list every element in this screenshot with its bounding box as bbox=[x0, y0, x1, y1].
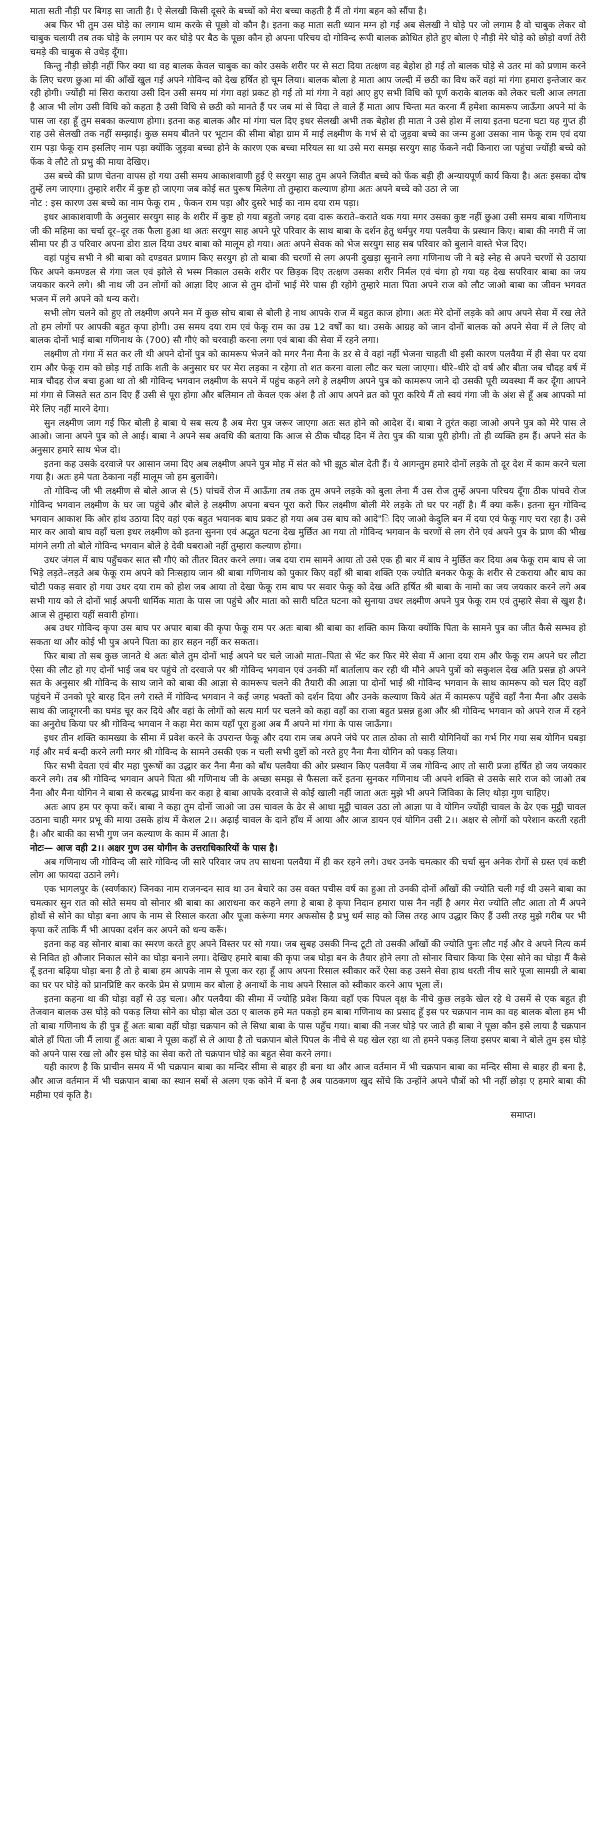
paragraph: इतना कहना था की घोड़ा वहाँ से उड़ चला। और पलवैया की सीमा में ज्योहि प्रवेश किया वहाँ एक पिपल वृक्ष के नीचे कुछ लड़के खेल रहे थे उसमें से एक बहुत ही तेजवान बालक उस घोड़े को पकड़ लिया सोने का घोड़ा बोल उठा ए बालक हमे मत पकड़ो हम बाबा गणिनाथ का प्रसाद हूँ इस पर चक्रपान नाम का वह बालक बोला हम भी तो बाबा गणिनाथ के ही पुत्र हूँ अतः बाबा वहीं घोड़ा चक्रपान को ले सिधा बाबा के पास पहुँच गया। बाबा की नजर घोड़े पर जाते ही बाबा ने पूछा कौन इसे लाया है चक्रपान बोले हाँ पिता जी मैं लाया हूँ अतः बाबा ने पूछा कहाँ से ले आया है तो चक्रपान बोले पिपल के नीचे से यह खेल रहा था तो हमने पकड़ लिया इसपर बाबा ने बोले तुम इस घोड़े को अपने पास रख लो और इस घोड़े का सेवा करो तो चक्रपान घोड़े का बहुत सेवा करने लगा। bbox=[30, 994, 586, 1060]
paragraph: वहां पहुंच सभी ने श्री बाबा को दण्डवत प्रणाम किए सरयुग हो तो बाबा की चरणों से लग अपनी दुखड़ा सुनाने लगा गणिनाथ जी ने बड़े स्नेह से अपने चरणों से उठाया फिर अपने कमण्डल से गंगा जल एवं झोले से भस्म निकाल उसके शरीर पर छिड़क दिए तत्क्षण उसका शरीर निर्मल एवं चंगा हो गया यह देख सपरिवार बाबा का जय जयकार करने लगे। श्री नाथ जी उन लोगों को आज्ञा दिए आज से तुम दोनों भाई मेरे पास ही रहोगे तुम्हारे माता पिता अपने राज को लौट जाओ बाबा का जीवन भगवत भजन में लगे अपने को धन्य करो। bbox=[30, 253, 586, 306]
paragraph: अब फिर भी तुम उस घोड़े का लगाम थाम करके से पूछो वो कौन है। इतना कह माता सती ध्यान मग्न हो गई अब सेलखी ने घोड़े पर जो लगाम है वो चाबुक लेकर वो चाबुक चलायी तब तक घोड़े के लगाम पर कर घोड़े पर बैठ के पूछा कौन हो अपना परिचय दो गोविन्द रूपी बालक क्रोधित होते हुए बोला ऐ नौड़ी मेरे घोड़े को छोड़ो वर्णा तेरी चमड़े की चाबुक से उधेड़ दूँगा। bbox=[30, 20, 586, 59]
paragraph: सभी लोग चलने को हुए तो लक्ष्मीण अपने मन में कुछ सोच बाबा से बोली हे नाथ आपके राज में बहुत काज होगा। अतः मेरे दोनों लड़के को आप अपने सेवा में रख लेते तो हम लोगों पर आपकी बहुत कृपा होगी। उस समय दया राम एवं फेकू राम का उम्र 12 वर्षों का था। उसके आग्रह को जान दोनों बालक को अपने सेवा में ले लिए वो बालक दोनों भाई बाबा गणिनाथ के (700) सौ गौएं को चरवाही करना लगा एवं बाबा की सेवा में रहने लगा। bbox=[30, 308, 586, 347]
paragraph: अब गणिनाथ जी गोविन्द जी सारे गोविन्द जी सारे परिवार जप तप साधना पलवैया में ही कर रहने लगे। उधर उनके चमत्कार की चर्चा सुन अनेक रोगों से ग्रस्त एवं कष्टी लोग आ फायदा उठाने लगे। bbox=[30, 857, 586, 882]
closing-text: समाप्त। bbox=[510, 1110, 536, 1121]
paragraph: फिर बाबा तो सब कुछ जानते थे अतः बोले तुम दोनों भाई अपने घर चले जाओ माता–पिता से भेंट कर फिर मेरे सेवा में आना दया राम और फेकू राम अपने घर लौटा ऐसा की लौट हो गए दोनों भाई जब घर पहुंचे तो दरवाजे पर श्री गोविन्द भगवान एवं उनकी माँ बार्तालाप कर रही थी मौने अपने पुत्रों को सकुशल देख अति प्रसन्न हो अपने सत के अनुसार श्री गोविन्द के साथ जाने को बाबा की आज्ञा से कामरूप चलने की तैयारी की आज्ञा पा दोनों भाई श्री गोविन्द भगवान के साथ कामरूप को चल दिए वहाँ पहुंचने में उनको पूरे बारह दिन लगे रास्ते में गोविन्द भगवान ने कई जगह भक्तों को दर्शन दिया और उनके कल्याण किये अंत में कामरूप पहुँचे वहाँ नैना मैना और उसके साथ की जादूगरनी का घमंड चूर कर दिये और वहां के लोगों को सत्य मार्ग पर चलने को कहा वहाँ का राजा बहुत प्रसन्न हुआ और श्री गोविन्द भगवान को अपने राज में रहने का अनुरोध किया पर श्री गोविन्द भगवान ने कहा मेरा काम यहाँ पूरा हुआ अब मैं अपने मां गंगा के पास जाऊँगा। bbox=[30, 651, 586, 731]
paragraph: उधर जंगल में बाघ पहुँचकर सात सौ गौएं को तीतर वितर करने लगा। जब दया राम सामने आया तो उसे एक ही बार में बाघ ने मुर्छित कर दिया अब फेकू राम बाघ से जा भिड़े लड़ते–लड़ते अब फेकू राम अपने को निःसहाय जान श्री बाबा गणिनाथ को पुकार किए वहाँ श्री बाबा शक्ति एक ज्योति बनकर फेकू के शरीर से टकराया और बाघ का चोटी पकड़ सवार हो गया उधर दया राम को होश जब आया तो देखा फेकू राम बाघ पर सवार फेकू को देख अति हर्षित श्री बाबा के नामो का जय जयकार करने लगे अब सभी गाय को ले दोनों भाई अपनी धार्मिक माता के पास जा पहुंचे और माता को सारी घटित घटना को सुनाया उधर लक्ष्मीण अपने पुत्र फेकू राम एवं तुम्हारे सेवा से खुश है। आज से तुम्हारा यहीं सवारी होगा। bbox=[30, 555, 586, 621]
paragraph: इधर आकाशवाणी के अनुसार सरयुग साह के शरीर में कुष्ट हो गया बहुतो जगह दवा दारू कराते–कराते थक गया मगर उसका कुष्ट नहीं छुआ उसी समय बाबा गणिनाथ जी की महिमा का चर्चा दूर–दूर तक फैला हुआ था अतः सरयुग साह अपने पूरे परिवार के साथ बाबा के दर्शन हेतु धर्मपुर गया पलवैया के प्रस्थान किए। बाबा की नगरी में जा सीमा पर ही उ परिवार अपना डोरा डाल दिया उधर बाबा को मालूम हो गया। अतः अपने सेवक को भेज सरयुग साह सब परिवार को बुलाने वास्ते भेज दिए। bbox=[30, 212, 586, 251]
paragraph: उस बच्चे की प्राण चेतना वापस हो गया उसी समय आकाशवाणी हुई ऐ सरयुग साह तुम अपने जिवीत बच्चे को फेंक बड़ी ही अन्यायपूर्ण कार्य किया है। अतः इसका दोष तुम्हें लग जाएगा। तुम्हारे शरीर में कुष्ट हो जाएगा जब कोई सत पुरूष मिलेगा तो तुम्हारा कल्याण होगा अतः अपने बच्चे को उठा ले जा bbox=[30, 171, 586, 196]
paragraph: अब उधर गोविन्द कृपा उस बाघ पर अपार बाबा की कृपा फेकू राम पर अतः बाबा श्री बाबा का शक्ति काम किया क्योंकि पिता के सामने पुत्र का जीत कैसे सम्भव हो सकता था और कोई भी पुत्र अपने पिता का हार सहन नहीं कर सकता। bbox=[30, 624, 586, 649]
paragraph: माता सती नौड़ी पर बिगड़ सा जाती है। ऐ सेलखी किसी दूसरे के बच्चों को मेरा बच्चा कहती है मैं तो गंगा बहन को सौंपा है। bbox=[30, 7, 427, 17]
paragraph: इतना कह वह सोनार बाबा का स्मरण करते हुए अपने विस्तर पर सो गया। जब सुबह उसकी निन्द टूटी तो उसकी आँखों की ज्योति पुनः लौट गई और वे अपने नित्य कर्म से निवित हो औजार निकाल सोने का घोड़ा बनाने लगा। देखिए हमारे बाबा की कृपा जब घोड़ा बन के तैयार होने लगा तो सोनार विचार किया कि ऐसा सोने का घोड़ा मैं कैसे दूँ इतना बढ़िया घोड़ा बना है तो हे बाबा हम आपके नाम से पूजा कर रहा हूँ आप अपना रिसाल स्वीकार करें ऐसा कह उसने सेवा हाथ धरती नीच सारे पूजा सामग्री ले बाबा का घर पर घोड़े को प्रानप्रिष्टि कर करके प्रेम से प्रणाम कर बोला हे अनाथों के नाथ अपने रिसाल को स्वीकार करने आप भूला लें। bbox=[30, 939, 586, 992]
paragraph: सुन लक्ष्मीण जाग गई फिर बोली हे बाबा ये सब सत्य है अब मेरा पुत्र जरूर जाएगा अतः सत होने को आदेश दें। बाबा ने तुरंत कहा जाओ अपने पुत्र को मेरे पास ले आओ। जाना अपने पुत्र को ले आई। बाबा ने अपने सब अवधि की बताया कि आज से ठीक चौदह दिन में तेरा पुत्र की यात्रा पूरी होगी। तो ही व्यक्ति हम हैं। अपने संत के अनुसार हमारे साथ भेज दो। bbox=[30, 418, 586, 456]
document-body bbox=[30, 6, 586, 1123]
paragraph: इतना कह उसके दरवाजे पर आसान जमा दिए अब लक्ष्मीण अपने पुत्र मोह में संत को भी झूठ बोल देती हैं। ये आगन्तुम हमारे दोनों लड़के तो दूर देश में काम करने चला गया है। अतः हमे पता ठेकाना नहीं मालूम जो हम बुलावेंगे। bbox=[30, 459, 586, 484]
paragraph: इधर तीन शक्ति कामख्या के सीमा में प्रवेश करने के उपरान्त फेकू और दया राम जब अपने जंघे पर ताल ठोका तो सारी योगिनियों का गर्भ गिर गया सब योगिन घबड़ा गई और मर्च बन्दी करने लगी मगर श्री गोविन्द के सामने उसकी एक न चली सभी दुष्टों को नरते हुए नैना मैना योगिन को पकड़ लिया। bbox=[30, 734, 586, 758]
paragraph: एक भागलपुर के (स्वर्णकार) जिनका नाम राजनन्दन साव था उन बेचारे का उस वक्त पचीस वर्ष का हुआ तो उनकी दोनों आँखों की ज्योति चली गई थी उसने बाबा का चमत्कार सुन रात को सोते समय वो सोनार श्री बाबा का आराधना कर कहने लगा हे बाबा हे कृपा निदान हमारा पास नैन नहीं है अगर मेरा ज्योति लौट आता तो मैं अपने होथों से सोने का घोड़ा बना आप के नाम से रिसाल करता और पूजा करूंगा मगर अफसोस है प्रभु धर्म साह को जिस तरह आप उद्धार किए हैं उसी तरह मुझे गरीब पर भी कृपा करें ताकि मैं भी आपका दर्शन कर अपने को धन्य करूँ। bbox=[30, 885, 586, 937]
paragraph: लक्ष्मीण तो गंगा में सत कर ली थी अपने दोनों पुत्र को कामरूप भेजने को मगर नैना मैना के डर से वे वहां नहीं भेजना चाहती थी इसी कारण पलवैया में ही सेवा पर दया राम और फेकू राम को छोड़ गई ताकि शती के अनुसार घर पर मेरा लड़का न रहेगा तो शत करना वाला लौट कर चला जाएगा। धीरे–धीरे दो वर्ष और बीता जब चौदह वर्ष में मात्र चौदह रोज बचा हुआ था तो श्री गोविन्द भगवान लक्ष्मीण के सपने में पहुंच कहने लगे हे लक्ष्मीण अपने पुत्र को कामरूप जाने दो उसकी पूरी व्यवस्था मैं कर दूँगा आपने मां गंगा से जिसते सत ठान दिए हैं उसी से पूरा होगा और बलिमान तो केवल एक अंश है तो आप अपने व्रत को पूरा करिये मैं तो स्वयं गंगा जी के अंश से हूँ अब आपको मां मेरे लिए नहीं मारने देगा। bbox=[30, 349, 586, 415]
paragraph: किन्तु नौड़ी छोड़ी नहीं फिर क्या था वह बालक केवल चाबुक का कोर उसके शरीर पर से सटा दिया तत्क्षण वह बेहोश हो गई तो बालक घोड़े से उतर मां को प्रणाम करने के लिए चरण छुआ मां की आँखें खुल गई अपने गोविन्द को देख हर्षित हो चूम लिया। बालक बोला हे माता आप जल्दी में छठी का विध करें वहां मां गंगा हमारा इन्तेजार कर रही होगी। ज्योंही मां सिरा कराया उसी दिन उसी समय मां गंगा वहां प्रकट हो गई तो मां गंगा ने वहां आए हुए सभी विधि को पूर्ण कराके बालक को लेकर चली आज लगता है आज भी लोग उसी विधि को कहता है उसी विधि से छठी को मानते हैं पर जब मां से विदा ले वाले हैं माता आप चिन्ता मत करना मैं हमेशा कामरूप जाऊँगा अपने मां के पास जा रहा हूँ तुम सबका कल्याण होगा। इतना कह बालक और मां गंगा चल दिए इधर सेलखी अभी तक बेहोश ही माता ने उसे होश में लाया इतना घटना घटा यह गुप्त ही राह उसे सेलखी तक नहीं सम्झाई। कुछ समय बीतने पर भूटान की सीमा बोहा ग्राम में माई लक्ष्मीण के गर्भ से दो जुड़वा बच्चे का जन्म हुआ उसका नाम फेकू राम एवं दया राम पड़ा फेकू राम इसलिए नाम पड़ा क्योंकि जुड़वा बच्चा होने के कारण एक बच्चा मरियल सा था उसे मरा समझ सरयुग साह फेंकने नदी किनारा जा पहुंचा ज्योंही बच्चे को फेंक वे लौटे तो प्रभु की माया देखिए। bbox=[30, 61, 586, 168]
note-paragraph: नोट : इस कारण उस बच्चे का नाम फेकू राम , फेकन राम पड़ा और दुसरे भाई का नाम दया राम पड़ा। bbox=[30, 199, 360, 210]
note-paragraph: नोटः— आज वही 2।। अक्षर गुण उस योगीन के उत्तराधिकारियों के पास है। bbox=[30, 843, 278, 854]
paragraph: फिर सभी देवता एवं बीर महा पुरूषों का उद्धार कर नैना मैना को बाँध पलवैया की ओर प्रस्थान किए पलवैया में जब गोविन्द आए तो सारी प्रजा हर्षित हो जय जयकार करने लगे। तब श्री गोविन्द भगवान अपने पिता श्री गणिनाथ जी के अच्छा समझ से फैसला करें इतना सुनकर गणिनाथ जी अपने शक्ति से उसके सारे राज को जाओ तब नैना और मैना योगिन ने बाबा से करबद्ध प्रार्थना कर कहा हे बाबा आपके दरवाजे से कोई खाली नहीं जाता अतः मुझे भी अपने जिविका के लिए थोड़ा गुण चाहिए। bbox=[30, 761, 586, 799]
paragraph: यही कारण है कि प्राचीन समय में भी चक्रपान बाबा का मन्दिर सीमा से बाहर ही बना था और आज वर्तमान में भी चक्रपान बाबा का मन्दिर सीमा से बाहर ही बना है, और आज वर्तमान में भी चक्रपान बाबा का स्थान सबों से अलग एक कोने में बना है अब पाठकगण खुद सोंचे कि उन्होंने अपने पौत्रों को भी नहीं छोड़ा ए हमारे बाबा की महीमा एवं कृति है। bbox=[30, 1063, 586, 1101]
paragraph: अतः आप हम पर कृपा करें। बाबा ने कहा तुम दोनों जाओ जा उस चावल के ढेर से आधा मुट्ठी चावल उठा लो आज्ञा पा वे योगिन ज्योंही चावल के ढेर एक मुट्ठी चावल उठाना चाही मगर प्रभू की माया उसके हांथ में केशल 2।। अढ़ाई चावल के दाने हाँथ में आया और आज डायन एवं योगिन उसी 2।। अक्षर से लोगों को परेशान करती रहती है। और बाकी का सभी गुण जन कल्याण के काम में आता है। bbox=[30, 802, 586, 841]
paragraph: तो गोविन्द जी भी लक्ष्मीण से बोले आज से (5) पांचवें रोज में आऊँगा तब तक तुम अपने लड़के को बुला लेना मैं उस रोज तुम्हें अपना परिचय दूँगा ठीक पांचवे रोज गोविन्द भगवान लक्ष्मीण के घर जा पहुंचे और बोले हे लक्ष्मीण अपना बचन पूरा करो फिर लक्ष्मीण बोली मेरे लड़के तो घर पर नहीं है। मैं क्या करूँ। इतना सुन गोविन्द भगवान आकाश कि ओर हांथ उठाया दिए वहां एक बहुत भयानक बाघ प्रकट हो गया अब उस बाघ को आदे"ि दिए जाओ केदुलि बन में दया एवं फेकू गाए चरा रहा है। उसे मार कर आवो बाघ वहाँ चला इधर लक्ष्मीण को इतना सुनना एवं अद्भुत घटना देख मुर्छित आ गया तो गोविन्द भगवान के चरणों से लग रोने एवं अपने पुत्र के प्राण की भीख मांगने लगी तो बोले गोविन्द भगवान बोले हे देवी घबराओ नहीं तुम्हारा कल्याण होगा। bbox=[30, 487, 586, 553]
